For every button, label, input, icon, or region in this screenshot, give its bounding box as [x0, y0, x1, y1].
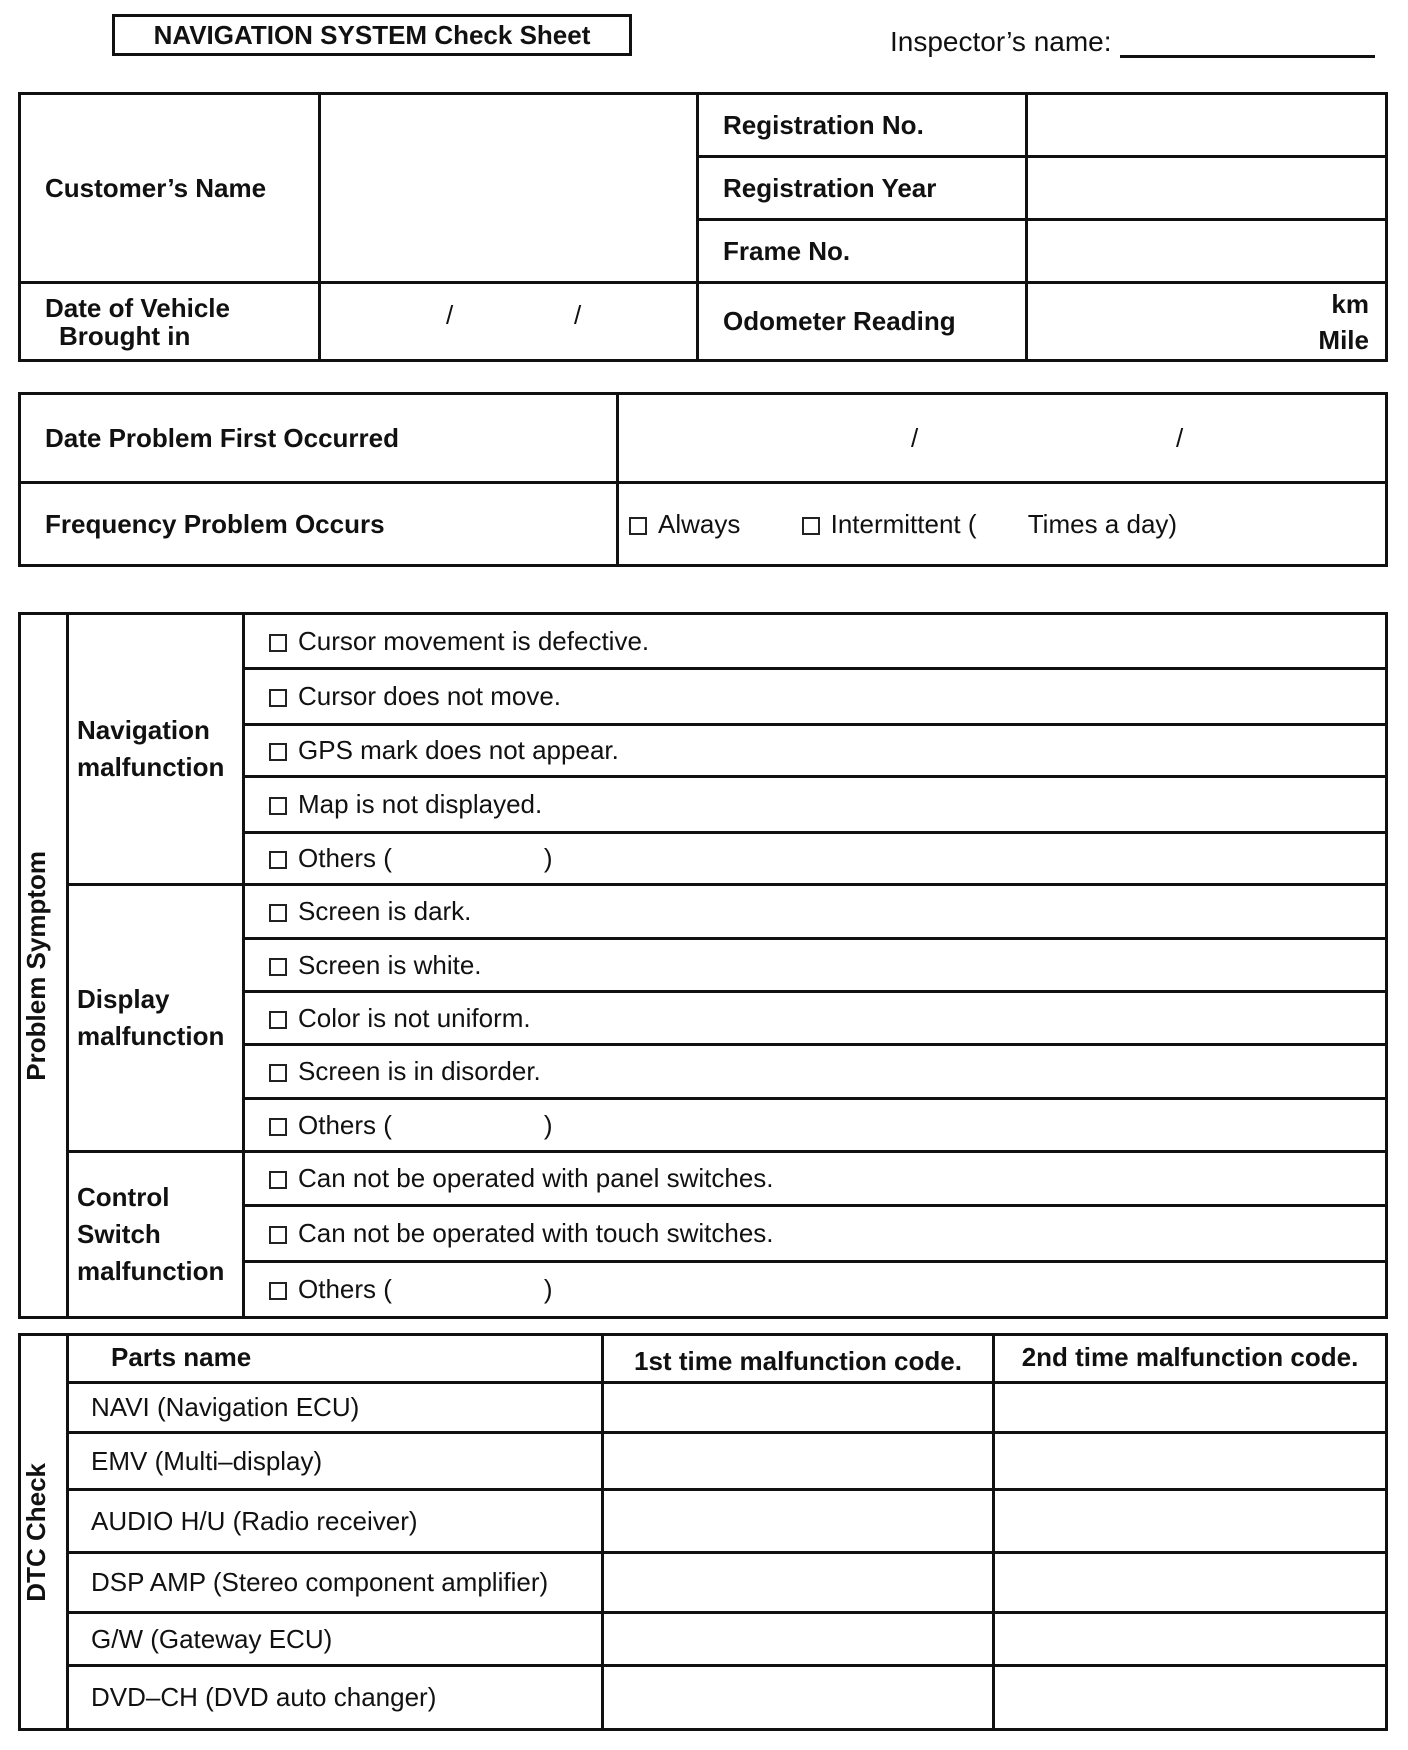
checkbox[interactable]: [269, 689, 287, 707]
dtc-check-section: [20, 1335, 68, 1730]
intermittent-option[interactable]: [802, 509, 977, 539]
first-code-field[interactable]: [603, 1383, 994, 1433]
date-separator: /: [911, 423, 919, 453]
symptom-item[interactable]: [244, 939, 1387, 992]
inspector-name-line[interactable]: [1120, 27, 1375, 58]
checkbox[interactable]: [269, 797, 287, 815]
odometer-field[interactable]: [1027, 283, 1387, 361]
checkbox[interactable]: [802, 517, 820, 535]
frequency-label: Frequency Problem Occurs: [20, 483, 618, 566]
first-code-field[interactable]: [603, 1666, 994, 1730]
checkbox[interactable]: [269, 1282, 287, 1300]
first-code-field[interactable]: [603, 1490, 994, 1553]
group-label-line: malfunction: [77, 1021, 225, 1051]
checkbox[interactable]: [269, 1064, 287, 1082]
symptom-item-others[interactable]: [244, 1099, 1387, 1152]
date-brought-field[interactable]: [320, 283, 698, 361]
symptom-item[interactable]: [244, 885, 1387, 939]
checkbox[interactable]: [269, 634, 287, 652]
registration-no-field[interactable]: [1027, 94, 1387, 157]
times-a-day-label: Times a day): [1027, 508, 1178, 539]
checkbox[interactable]: [269, 743, 287, 761]
symptom-text: Map is not displayed.: [298, 789, 543, 819]
group-label-line: Display: [77, 984, 170, 1014]
symptom-text: Screen is white.: [298, 949, 482, 980]
first-code-header: 1st time malfunction code.: [603, 1335, 994, 1383]
part-name: EMV (Multi–display): [68, 1433, 603, 1490]
symptom-item-others[interactable]: [244, 833, 1387, 885]
others-close: ): [543, 843, 553, 873]
part-name: DSP AMP (Stereo component amplifier): [68, 1553, 603, 1613]
vehicle-info-table: [18, 92, 1388, 362]
symptom-text: GPS mark does not appear.: [298, 735, 619, 765]
part-name: DVD–CH (DVD auto changer): [68, 1666, 603, 1730]
date-brought-label: [20, 283, 320, 361]
group-label-line: malfunction: [77, 752, 225, 782]
checkbox[interactable]: [269, 904, 287, 922]
symptom-item[interactable]: [244, 1152, 1387, 1206]
symptom-item[interactable]: [244, 1045, 1387, 1099]
first-code-field[interactable]: [603, 1553, 994, 1613]
frame-no-field[interactable]: [1027, 220, 1387, 283]
symptom-text: Screen is in disorder.: [298, 1056, 541, 1086]
always-option[interactable]: [629, 509, 740, 539]
symptom-text: Screen is dark.: [298, 896, 472, 926]
problem-occurrence-table: [18, 392, 1388, 567]
second-code-field[interactable]: [994, 1666, 1387, 1730]
first-occurred-label: Date Problem First Occurred: [20, 394, 618, 483]
group-label-line: Navigation: [77, 715, 210, 745]
customer-name-field[interactable]: [320, 94, 698, 283]
checkbox[interactable]: [269, 1171, 287, 1189]
date-separator: /: [446, 300, 454, 330]
part-name: G/W (Gateway ECU): [68, 1613, 603, 1666]
dtc-check-table: [18, 1333, 1388, 1731]
first-code-field[interactable]: [603, 1433, 994, 1490]
checkbox[interactable]: [269, 1118, 287, 1136]
checkbox[interactable]: [269, 958, 287, 976]
unit-mile: Mile: [1318, 324, 1369, 355]
registration-no-label: Registration No.: [698, 94, 1027, 157]
part-name: AUDIO H/U (Radio receiver): [68, 1490, 603, 1553]
symptom-text: Others (: [298, 1274, 392, 1304]
intermittent-label: Intermittent (: [830, 508, 977, 539]
inspector-name-field: [890, 26, 1375, 58]
date-separator: /: [1176, 423, 1184, 453]
symptom-item[interactable]: [244, 669, 1387, 725]
dtc-check-label: DTC Check: [21, 1462, 51, 1602]
date-brought-label-line2: Brought in: [59, 320, 191, 351]
second-code-field[interactable]: [994, 1383, 1387, 1433]
symptom-item-others[interactable]: [244, 1262, 1387, 1318]
symptom-text: Others (: [298, 843, 392, 873]
others-close: ): [543, 1109, 553, 1140]
frame-no-label: Frame No.: [698, 220, 1027, 283]
date-brought-label-line1: Date of Vehicle: [45, 292, 230, 323]
part-name: NAVI (Navigation ECU): [68, 1383, 603, 1433]
problem-symptom-section: [20, 614, 68, 1318]
symptom-item[interactable]: [244, 992, 1387, 1045]
others-close: ): [543, 1274, 553, 1304]
symptom-text: Can not be operated with panel switches.: [298, 1163, 774, 1193]
second-code-field[interactable]: [994, 1433, 1387, 1490]
sheet-title: NAVIGATION SYSTEM Check Sheet: [112, 14, 632, 56]
second-code-field[interactable]: [994, 1553, 1387, 1613]
second-code-field[interactable]: [994, 1490, 1387, 1553]
problem-symptom-label: Problem Symptom: [21, 850, 51, 1081]
inspector-label: Inspector’s name:: [890, 26, 1112, 57]
checkbox[interactable]: [269, 851, 287, 869]
customer-name-label: Customer’s Name: [20, 94, 320, 283]
always-label: Always: [658, 508, 741, 539]
odometer-label: Odometer Reading: [698, 283, 1027, 361]
parts-name-header: Parts name: [68, 1335, 603, 1383]
unit-km: km: [1331, 288, 1369, 319]
checkbox[interactable]: [629, 517, 647, 535]
symptom-item[interactable]: [244, 614, 1387, 669]
problem-symptom-table: [18, 612, 1388, 1319]
symptom-item[interactable]: [244, 725, 1387, 777]
second-code-header: 2nd time malfunction code.: [994, 1335, 1387, 1383]
checkbox[interactable]: [269, 1226, 287, 1244]
symptom-item[interactable]: [244, 777, 1387, 833]
group-label-line: Control: [77, 1182, 170, 1212]
navigation-malfunction-group: [68, 614, 244, 885]
date-separator: /: [574, 300, 582, 330]
second-code-field[interactable]: [994, 1613, 1387, 1666]
symptom-text: Color is not uniform.: [298, 1002, 531, 1033]
symptom-text: Others (: [298, 1109, 392, 1140]
checkbox[interactable]: [269, 1011, 287, 1029]
frequency-options: [618, 483, 1387, 566]
symptom-text: Can not be operated with touch switches.: [298, 1218, 774, 1248]
group-label-line: malfunction: [77, 1256, 225, 1286]
control-switch-malfunction-group: [68, 1152, 244, 1318]
display-malfunction-group: [68, 885, 244, 1152]
first-code-field[interactable]: [603, 1613, 994, 1666]
group-label-line: Switch: [77, 1219, 161, 1249]
symptom-text: Cursor movement is defective.: [298, 625, 650, 656]
symptom-item[interactable]: [244, 1206, 1387, 1262]
registration-year-field[interactable]: [1027, 157, 1387, 220]
symptom-text: Cursor does not move.: [298, 681, 562, 711]
first-occurred-field[interactable]: [618, 394, 1387, 483]
registration-year-label: Registration Year: [698, 157, 1027, 220]
